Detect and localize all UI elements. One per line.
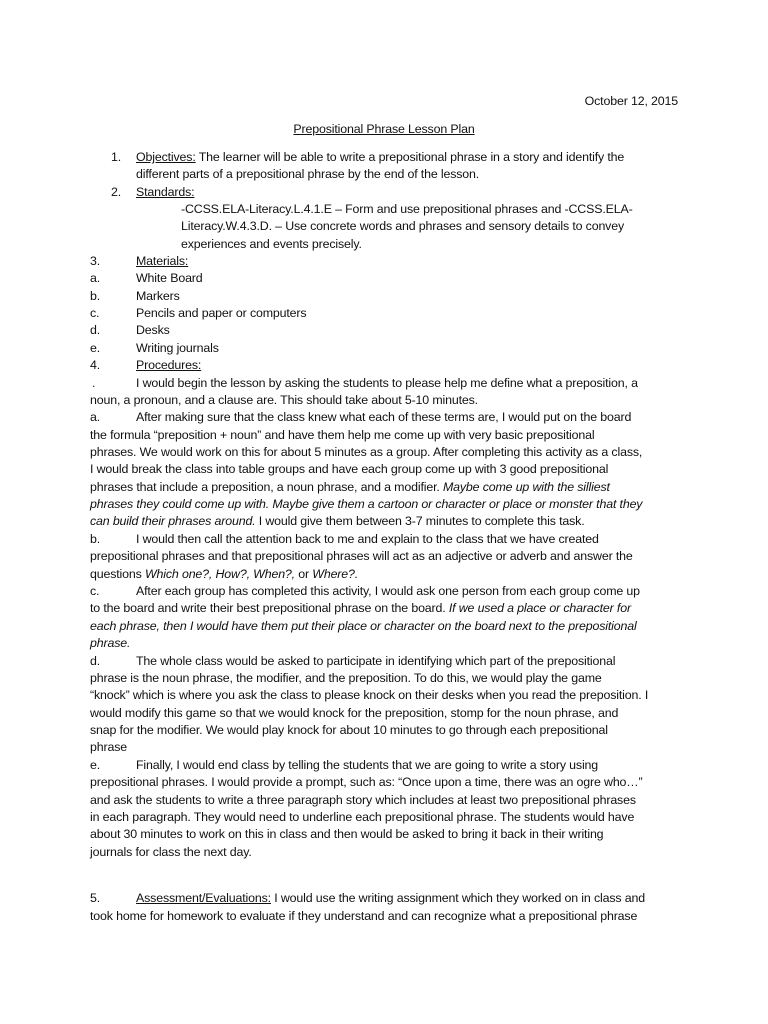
procedure-italic-run: Where?.	[312, 567, 359, 581]
document-date: October 12, 2015	[584, 94, 678, 108]
procedure-text: After making sure that the class knew what each of these terms are, I would put on the board	[136, 410, 632, 424]
procedure-text: in each paragraph. They would need to underline each prepositional phrase. The students would have	[90, 810, 635, 824]
material-item: Pencils and paper or computers	[136, 306, 307, 320]
procedure-text: the formula “preposition + noun” and have them help me come up with very basic prepositional	[90, 428, 595, 442]
document-title: Prepositional Phrase Lesson Plan	[293, 122, 475, 136]
procedure-italic-text: each phrase, then I would have them put their place or character on the board next to the prepositional	[90, 619, 637, 633]
procedure-text: Finally, I would end class by telling the students that we are going to write a story using	[136, 758, 599, 772]
procedure-italic-run: Maybe come up with the silliest	[442, 480, 610, 494]
procedure-text: prepositional phrases. I would provide a prompt, such as: “Once upon a time, there was an ogre who…”	[90, 775, 643, 789]
procedure-text: phrase is the noun phrase, the modifier, and the preposition. To do this, we would play the game	[90, 671, 602, 685]
objectives-label: Objectives:	[136, 150, 196, 164]
materials-label: Materials:	[136, 254, 189, 268]
procedure-letter: e.	[90, 758, 101, 772]
procedure-text: snap for the modifier. We would play knock for about 10 minutes to go through each prepositional	[90, 723, 608, 737]
procedure-text: phrases. We would work on this for about 5 minutes as a group. After completing this activity as a class,	[90, 445, 643, 459]
material-letter: c.	[90, 306, 100, 320]
procedures-label: Procedures:	[136, 358, 202, 372]
procedure-text: prepositional phrases and that prepositional phrases will act as an adjective or adverb and answer the	[90, 549, 633, 563]
procedure-italic-run: Which one?, How?, When?,	[144, 567, 295, 581]
standards-label: Standards:	[136, 185, 195, 199]
procedure-text	[90, 566, 358, 583]
procedure-text: “knock” which is where you ask the class to please knock on their desks when you read the preposition. I	[90, 688, 649, 702]
material-letter: a.	[90, 271, 101, 285]
standards-line-3: experiences and events precisely.	[181, 237, 362, 251]
procedure-text: After each group has completed this activity, I would ask one person from each group come up	[136, 584, 640, 598]
assessment-number: 5.	[90, 891, 101, 905]
procedure-text	[90, 600, 631, 617]
objectives-line-2: different parts of a prepositional phrase by the end of the lesson.	[136, 167, 480, 181]
assessment-line-1	[136, 890, 645, 907]
procedure-text: phrase	[90, 740, 127, 754]
material-item: Desks	[136, 323, 170, 337]
procedure-letter: c.	[90, 584, 100, 598]
procedure-italic-text: phrase.	[90, 636, 131, 650]
procedure-text: I would then call the attention back to me and explain to the class that we have created	[136, 532, 599, 546]
assessment-line-2: took home for homework to evaluate if they understand and can recognize what a prepositional phrase	[90, 909, 638, 923]
material-letter: b.	[90, 289, 101, 303]
material-item: Markers	[136, 289, 180, 303]
procedure-text-run: phrases that include a preposition, a noun phrase, and a modifier.	[90, 480, 443, 494]
standards-line-1: -CCSS.ELA-Literacy.L.4.1.E – Form and use prepositional phrases and -CCSS.ELA-	[181, 202, 633, 216]
procedure-text: would modify this game so that we would knock for the preposition, stomp for the noun phrase, and	[90, 706, 619, 720]
procedure-text: about 30 minutes to work on this in class and then would be asked to bring it back in their writing	[90, 827, 604, 841]
procedure-text	[90, 513, 585, 530]
procedures-number: 4.	[90, 358, 101, 372]
procedure-italic-run: can build their phrases around.	[90, 514, 256, 528]
procedure-text-run: to the board and write their best prepositional phrase on the board.	[90, 601, 449, 615]
materials-number: 3.	[90, 254, 101, 268]
material-letter: e.	[90, 341, 101, 355]
procedure-text: I would begin the lesson by asking the students to please help me define what a preposition, a	[136, 376, 638, 390]
procedure-text: and ask the students to write a three paragraph story which includes at least two prepositional phrases	[90, 793, 636, 807]
procedure-text	[90, 479, 610, 496]
standards-number: 2.	[111, 185, 122, 199]
procedure-letter: a.	[90, 410, 101, 424]
material-item: White Board	[136, 271, 203, 285]
procedure-text-run: I would give them between 3-7 minutes to complete this task.	[255, 514, 585, 528]
procedure-letter: b.	[90, 532, 101, 546]
procedure-text-run: questions	[90, 567, 145, 581]
objectives-line-1	[136, 149, 624, 166]
procedure-text: The whole class would be asked to participate in identifying which part of the prepositional	[136, 654, 616, 668]
procedure-text: I would break the class into table groups and have each group come up with 3 good prepositional	[90, 462, 609, 476]
procedure-italic-text: phrases they could come up with. Maybe give them a cartoon or character or place or monster that they	[90, 497, 643, 511]
procedure-text: journals for class the next day.	[90, 845, 252, 859]
procedure-letter: .	[92, 376, 96, 390]
procedure-letter: d.	[90, 654, 101, 668]
standards-line-2: Literacy.W.4.3.D. – Use concrete words and phrases and sensory details to convey	[181, 219, 625, 233]
assessment-label: Assessment/Evaluations:	[136, 891, 271, 905]
material-letter: d.	[90, 323, 101, 337]
procedure-italic-run: If we used a place or character for	[448, 601, 631, 615]
procedure-text-run: or	[294, 567, 313, 581]
assessment-text-1: I would use the writing assignment which they worked on in class and	[270, 891, 645, 905]
objectives-number: 1.	[111, 150, 122, 164]
procedure-text: noun, a pronoun, and a clause are. This should take about 5-10 minutes.	[90, 393, 478, 407]
material-item: Writing journals	[136, 341, 219, 355]
objectives-text-1: The learner will be able to write a prepositional phrase in a story and identify the	[195, 150, 625, 164]
